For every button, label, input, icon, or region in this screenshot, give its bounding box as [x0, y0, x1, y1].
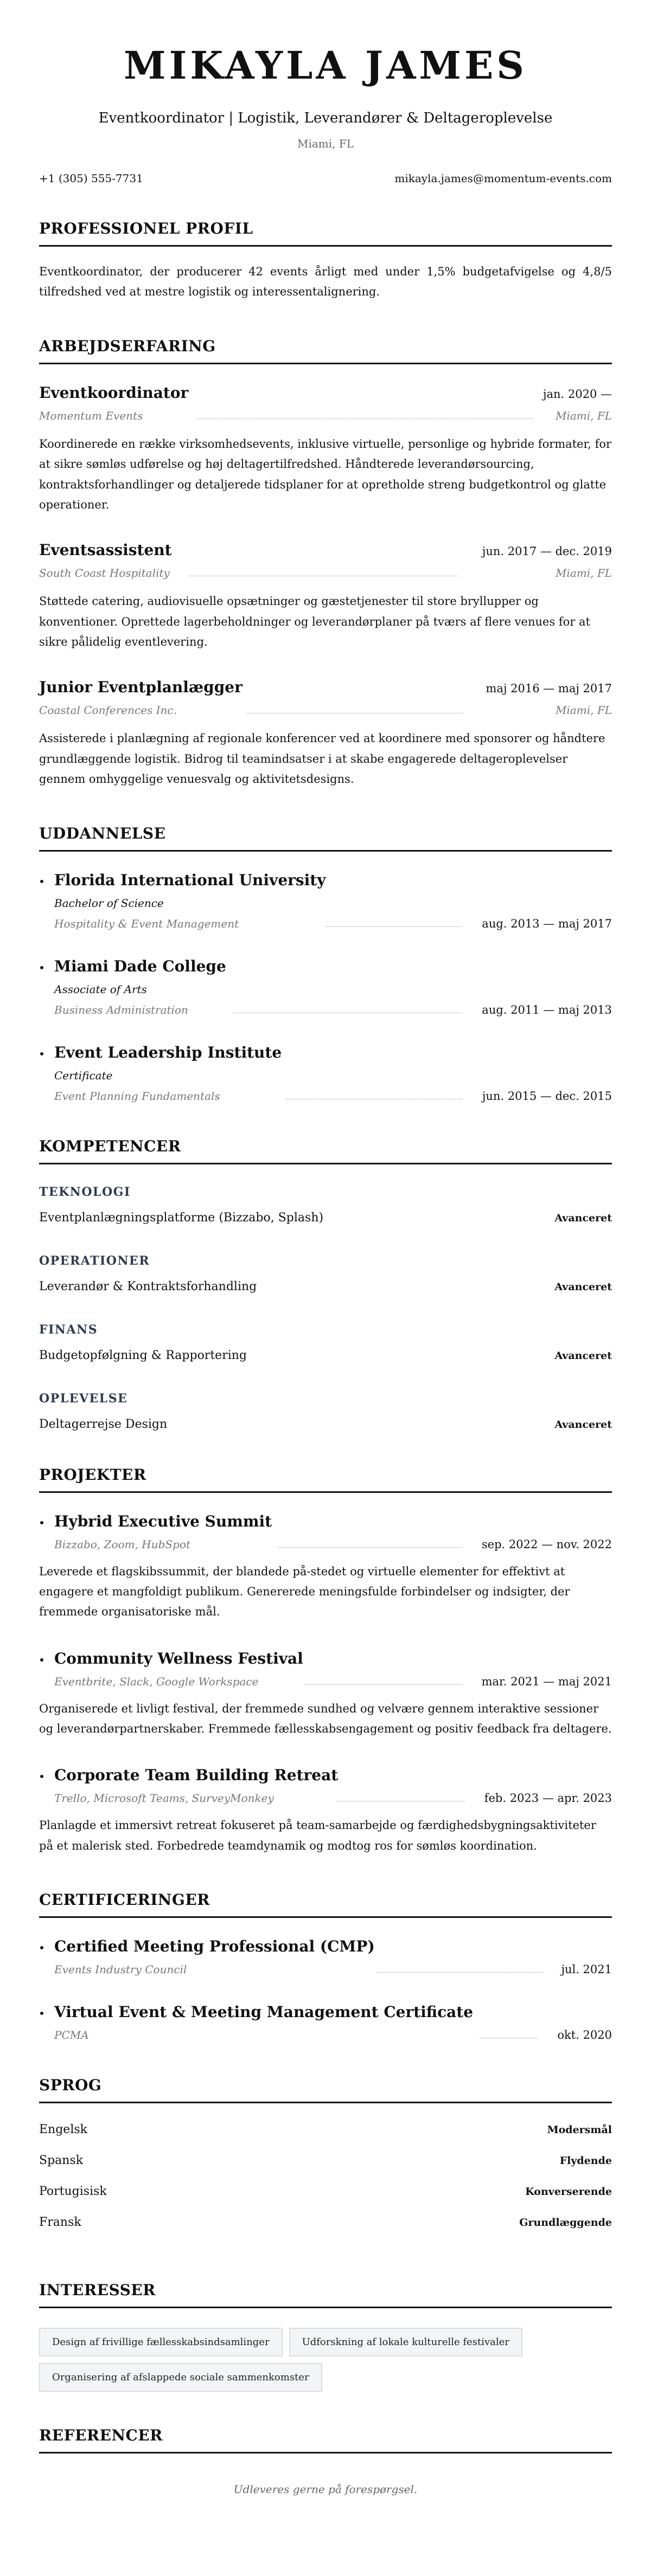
school-name: Miami Dade College — [54, 957, 226, 975]
dotted-leader — [304, 1684, 462, 1685]
dotted-leader — [326, 926, 462, 927]
section-profile — [39, 220, 612, 302]
project-tools: Eventbrite, Slack, Google Workspace — [54, 1675, 259, 1688]
job-company: Coastal Conferences Inc. — [39, 704, 177, 717]
candidate-location: Miami, FL — [297, 137, 354, 150]
skill-level: Avanceret — [554, 1418, 612, 1431]
skill-group — [39, 1254, 612, 1293]
section-skills — [39, 1137, 612, 1431]
project-description: Leverede et flagskibssummit, der blandede på-stedet og virtuelle elementer for effektivt at engagere et mangfoldigt publikum. Genererede meningsfulde forbindelser og indsigter, der fremmede organisatoriske mål. — [39, 1564, 570, 1619]
project-entry — [39, 1512, 612, 1622]
skill-category: FINANS — [39, 1322, 98, 1337]
bullet-icon — [40, 2012, 43, 2015]
project-description: Organiserede et livligt festival, der fremmede sundhed og velvære gennem interaktive sessioner og leverandørpartnerskaber. Fremmede fællesskabsengagement og positiv feedback fra deltagere. — [39, 1702, 612, 1735]
interest-tag: Organisering af afslappede sociale sammenkomster — [39, 2363, 322, 2392]
language-name: Spansk — [39, 2154, 84, 2168]
language-name: Portugisisk — [39, 2185, 107, 2199]
bullet-icon — [40, 1775, 43, 1778]
phone-number[interactable]: +1 (305) 555-7731 — [39, 172, 143, 185]
contact-row — [39, 172, 612, 185]
language-level: Grundlæggende — [519, 2217, 612, 2229]
language-level: Modersmål — [547, 2124, 612, 2136]
skill-category: OPERATIONER — [39, 1253, 150, 1268]
interest-tag: Udforskning af lokale kulturelle festivaler — [289, 2328, 522, 2356]
project-dates: mar. 2021 — maj 2021 — [481, 1675, 612, 1688]
section-title: INTERESSER — [39, 2281, 612, 2308]
job-description: Koordinerede en række virksomhedsevents, inklusive virtuelle, personlige og hybride formater, for at sikre sømløs udførelse og høj deltagertilfredshed. Håndterede leverandørsourcing, kontraktsforhandlinger og detaljerede tidsplaner for at opretholde streng budgetkontrol og glatte operationer. — [39, 437, 612, 511]
education-entry — [39, 871, 612, 930]
job-dates: maj 2016 — maj 2017 — [486, 682, 612, 695]
section-title: REFERENCER — [39, 2426, 612, 2453]
certification-name: Certified Meeting Professional (CMP) — [54, 1937, 375, 1956]
interest-tag: Design af frivillige fællesskabsindsamlinger — [39, 2328, 283, 2356]
certification-entry — [39, 1937, 612, 1976]
certification-date: okt. 2020 — [557, 2028, 612, 2042]
job-entry — [39, 384, 612, 516]
education-dates: aug. 2013 — maj 2017 — [482, 917, 612, 930]
project-tools: Trello, Microsoft Teams, SurveyMonkey — [54, 1792, 274, 1805]
job-entry — [39, 678, 612, 789]
section-title: CERTIFICERINGER — [39, 1891, 612, 1918]
skill-group — [39, 1323, 612, 1362]
job-title: Junior Eventplanlægger — [39, 678, 242, 697]
field-of-study: Event Planning Fundamentals — [54, 1089, 220, 1103]
project-dates: feb. 2023 — apr. 2023 — [484, 1792, 612, 1805]
field-of-study: Hospitality & Event Management — [54, 917, 239, 930]
education-entry — [39, 957, 612, 1016]
email-address[interactable]: mikayla.james@momentum-events.com — [394, 172, 612, 185]
degree: Certificate — [54, 1068, 113, 1082]
section-title: SPROG — [39, 2076, 612, 2103]
project-tools: Bizzabo, Zoom, HubSpot — [54, 1537, 191, 1551]
language-name: Fransk — [39, 2216, 81, 2230]
skill-category: OPLEVELSE — [39, 1391, 128, 1406]
section-title: KOMPETENCER — [39, 1137, 612, 1164]
skill-level: Avanceret — [554, 1212, 612, 1224]
references-note: Udleveres gerne på forespørgsel. — [233, 2483, 418, 2496]
project-entry — [39, 1650, 612, 1740]
job-location: Miami, FL — [555, 704, 612, 717]
certification-entry — [39, 2003, 612, 2042]
project-name: Corporate Team Building Retreat — [54, 1766, 339, 1785]
dotted-leader — [277, 1547, 462, 1548]
bullet-icon — [40, 1521, 43, 1524]
job-entry — [39, 541, 612, 652]
section-certifications — [39, 1891, 612, 2042]
job-company: Momentum Events — [39, 409, 143, 422]
language-row — [39, 2185, 612, 2216]
education-dates: aug. 2011 — maj 2013 — [482, 1003, 612, 1016]
bullet-icon — [40, 966, 43, 969]
job-description: Assisterede i planlægning af regionale konferencer ved at koordinere med sponsorer og håndtere grundlæggende logistik. Bidrog til teamindsatser i at skabe engagerede deltageroplevelser gennem omhyggelige venuesvalg og aktivitetsdesigns. — [39, 732, 605, 786]
language-row — [39, 2123, 612, 2154]
section-experience — [39, 337, 612, 790]
language-level: Flydende — [559, 2155, 612, 2167]
interest-tags — [39, 2328, 612, 2392]
job-location: Miami, FL — [555, 409, 612, 422]
degree: Bachelor of Science — [54, 896, 164, 910]
section-languages — [39, 2076, 612, 2246]
dotted-leader — [376, 1972, 544, 1973]
project-dates: sep. 2022 — nov. 2022 — [481, 1537, 612, 1551]
job-title: Eventkoordinator — [39, 383, 189, 402]
section-title: UDDANNELSE — [39, 825, 612, 852]
skill-group — [39, 1185, 612, 1225]
language-row — [39, 2154, 612, 2185]
job-title: Eventsassistent — [39, 541, 172, 559]
candidate-tagline: Eventkoordinator | Logistik, Leverandører & Deltageroplevelse — [98, 110, 553, 126]
job-location: Miami, FL — [555, 566, 612, 580]
job-company: South Coast Hospitality — [39, 566, 170, 580]
project-name: Hybrid Executive Summit — [54, 1512, 272, 1530]
section-title: PROJEKTER — [39, 1466, 612, 1493]
section-title: ARBEJDSERFARING — [39, 337, 612, 364]
language-row — [39, 2216, 612, 2246]
certification-name: Virtual Event & Meeting Management Certificate — [54, 2003, 474, 2021]
job-dates: jun. 2017 — dec. 2019 — [482, 545, 612, 558]
education-entry — [39, 1044, 612, 1103]
bullet-icon — [40, 1052, 43, 1055]
language-name: Engelsk — [39, 2123, 87, 2137]
job-description: Støttede catering, audiovisuelle opsætninger og gæstetjenester til store bryllupper og konventioner. Oprettede lagerbeholdninger og leverandørplaner på tværs af flere venues for at sikre pålidelig eventlevering. — [39, 595, 590, 648]
school-name: Event Leadership Institute — [54, 1043, 282, 1061]
section-projects — [39, 1466, 612, 1857]
dotted-leader — [197, 418, 534, 419]
section-references — [39, 2426, 612, 2496]
skill-group — [39, 1392, 612, 1431]
skill-level: Avanceret — [554, 1349, 612, 1362]
school-name: Florida International University — [54, 871, 326, 889]
language-list — [39, 2123, 612, 2246]
certification-issuer: PCMA — [54, 2028, 89, 2042]
candidate-name: MIKAYLA JAMES — [124, 43, 527, 88]
skill-category: TEKNOLOGI — [39, 1184, 131, 1199]
bullet-icon — [40, 1946, 43, 1949]
skill-name: Budgetopfølgning & Rapportering — [39, 1348, 247, 1362]
skill-name: Eventplanlægningsplatforme (Bizzabo, Splash) — [39, 1210, 324, 1225]
bullet-icon — [40, 1658, 43, 1661]
resume-header — [39, 44, 612, 185]
skill-name: Deltagerrejse Design — [39, 1417, 168, 1431]
project-description: Planlagde et immersivt retreat fokuseret på team-samarbejde og færdighedsbygningsaktiviteter på et malerisk sted. Forbedrede teamdynamik og modtog ros for sømløs koordination. — [39, 1819, 596, 1852]
job-dates: jan. 2020 — — [542, 387, 612, 401]
bullet-icon — [40, 880, 43, 883]
education-dates: jun. 2015 — dec. 2015 — [482, 1089, 612, 1103]
section-interests — [39, 2281, 612, 2392]
language-level: Konverserende — [525, 2186, 612, 2198]
project-entry — [39, 1766, 612, 1856]
project-name: Community Wellness Festival — [54, 1649, 303, 1667]
degree: Associate of Arts — [54, 982, 147, 996]
field-of-study: Business Administration — [54, 1003, 188, 1016]
certification-date: jul. 2021 — [561, 1963, 612, 1976]
skill-name: Leverandør & Kontraktsforhandling — [39, 1279, 257, 1293]
profile-summary: Eventkoordinator, der producerer 42 events årligt med under 1,5% budgetafvigelse og 4,8/5 tilfredshed ved at mestre logistik og interessentalignering. — [39, 265, 612, 299]
skill-level: Avanceret — [554, 1280, 612, 1293]
certification-issuer: Events Industry Council — [54, 1963, 187, 1976]
section-title: PROFESSIONEL PROFIL — [39, 220, 612, 247]
section-education — [39, 825, 612, 1103]
